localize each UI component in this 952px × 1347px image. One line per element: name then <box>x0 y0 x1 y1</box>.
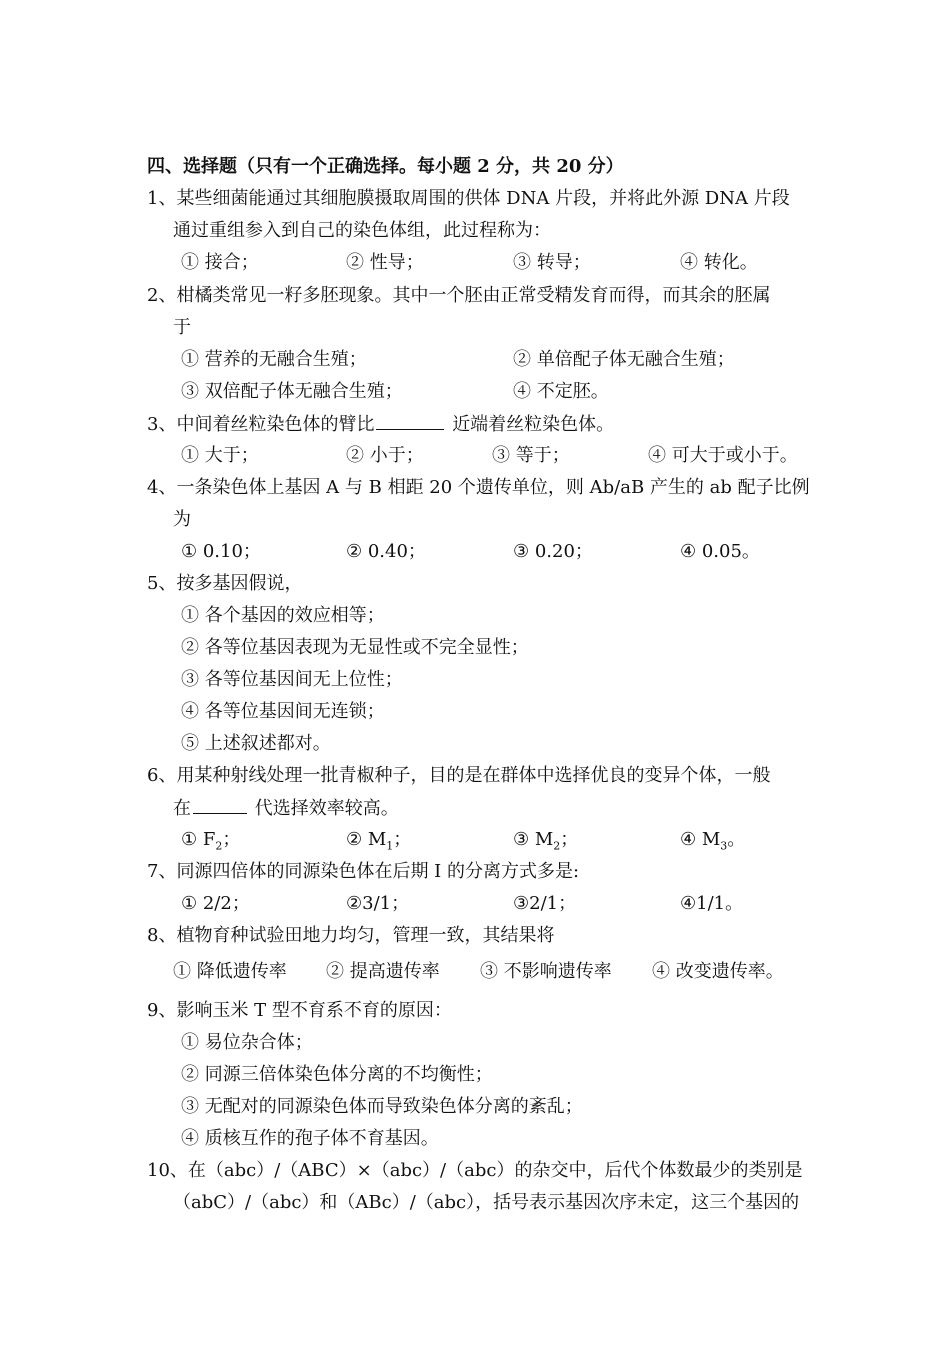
q7-option-3: ③2/1； <box>513 893 577 914</box>
q4-option-2: ② 0.40； <box>346 541 426 562</box>
q6-option-4: ④ $M_3$。 <box>680 829 746 853</box>
answer-blank <box>376 411 444 430</box>
answer-blank <box>193 795 247 814</box>
q9-option-2: ② 同源三倍体染色体分离的不均衡性； <box>181 1064 493 1085</box>
q7-option-4: ④1/1。 <box>680 893 744 914</box>
q1-option-3: ③ 转导； <box>513 252 591 273</box>
q8-option-2: ② 提高遗传率 <box>326 961 440 982</box>
q2-option-2: ② 单倍配子体无融合生殖； <box>513 349 735 370</box>
question-1-line-1: 1、某些细菌能通过其细胞膜摄取周围的供体 DNA 片段，并将此外源 DNA 片段 <box>147 188 790 209</box>
question-6-line-2 <box>173 795 399 822</box>
question-6-text-b: 代选择效率较高。 <box>254 798 399 819</box>
q8-option-3: ③ 不影响遗传率 <box>480 961 612 982</box>
question-10-line-2: （abC）/（abc）和（ABc）/（abc），括号表示基因次序未定，这三个基因的 <box>173 1192 800 1213</box>
q4-option-4: ④ 0.05。 <box>680 541 760 562</box>
question-10-line-1: 10、在（abc）/（ABC）×（abc）/（abc）的杂交中，后代个体数最少的类别是 <box>147 1160 803 1181</box>
q7-option-1: ① 2/2； <box>181 893 250 914</box>
q6-option-3: ③ $M_2$； <box>513 829 579 853</box>
question-3-text-b: 近端着丝粒染色体。 <box>452 414 615 435</box>
q5-option-5: ⑤ 上述叙述都对。 <box>181 733 331 754</box>
q6-option-2: ② $M_1$； <box>346 829 412 853</box>
q6-option-1: ① $F_2$； <box>181 829 241 853</box>
q9-option-1: ① 易位杂合体； <box>181 1032 313 1053</box>
question-6-text-a: 在 <box>173 798 191 819</box>
question-7-line-1: 7、同源四倍体的同源染色体在后期 I 的分离方式多是: <box>147 861 580 882</box>
section-title: 四、选择题（只有一个正确选择。每小题 2 分，共 20 分） <box>147 156 624 177</box>
q9-option-4: ④ 质核互作的孢子体不育基因。 <box>181 1128 439 1149</box>
q9-option-3: ③ 无配对的同源染色体而导致染色体分离的紊乱； <box>181 1096 583 1117</box>
q5-option-4: ④ 各等位基因间无连锁； <box>181 701 385 722</box>
question-6-line-1: 6、用某种射线处理一批青椒种子，目的是在群体中选择优良的变异个体，一般 <box>147 765 771 786</box>
question-5-line-1: 5、按多基因假说， <box>147 573 303 594</box>
q2-option-4: ④ 不定胚。 <box>513 381 609 402</box>
question-4-line-1: 4、一条染色体上基因 A 与 B 相距 20 个遗传单位，则 Ab/aB 产生的 ab 配子比例 <box>147 477 810 498</box>
q3-option-1: ① 大于； <box>181 445 259 466</box>
question-3-text-a: 3、中间着丝粒染色体的臂比 <box>147 414 375 435</box>
question-1-line-2: 通过重组参入到自己的染色体组，此过程称为： <box>173 220 551 241</box>
q2-option-3: ③ 双倍配子体无融合生殖； <box>181 381 403 402</box>
q1-option-1: ① 接合； <box>181 252 259 273</box>
question-3-line-1 <box>147 411 614 438</box>
q4-option-3: ③ 0.20； <box>513 541 593 562</box>
question-2-line-1: 2、柑橘类常见一籽多胚现象。其中一个胚由正常受精发育而得，而其余的胚属 <box>147 285 771 306</box>
q3-option-4: ④ 可大于或小于。 <box>648 445 798 466</box>
q3-option-3: ③ 等于； <box>492 445 570 466</box>
q8-option-4: ④ 改变遗传率。 <box>652 961 784 982</box>
q1-option-4: ④ 转化。 <box>680 252 758 273</box>
q1-option-2: ② 性导； <box>346 252 424 273</box>
question-2-line-2: 于 <box>173 317 191 338</box>
q7-option-2: ②3/1； <box>346 893 410 914</box>
q5-option-2: ② 各等位基因表现为无显性或不完全显性； <box>181 637 529 658</box>
q3-option-2: ② 小于； <box>346 445 424 466</box>
question-8-line-1: 8、植物育种试验田地力均匀，管理一致，其结果将 <box>147 925 555 946</box>
question-4-line-2: 为 <box>173 509 191 530</box>
q2-option-1: ① 营养的无融合生殖； <box>181 349 367 370</box>
question-9-line-1: 9、影响玉米 T 型不育系不育的原因： <box>147 1000 452 1021</box>
q8-option-1: ① 降低遗传率 <box>173 961 287 982</box>
q5-option-1: ① 各个基因的效应相等； <box>181 605 385 626</box>
q5-option-3: ③ 各等位基因间无上位性； <box>181 669 403 690</box>
q4-option-1: ① 0.10； <box>181 541 261 562</box>
